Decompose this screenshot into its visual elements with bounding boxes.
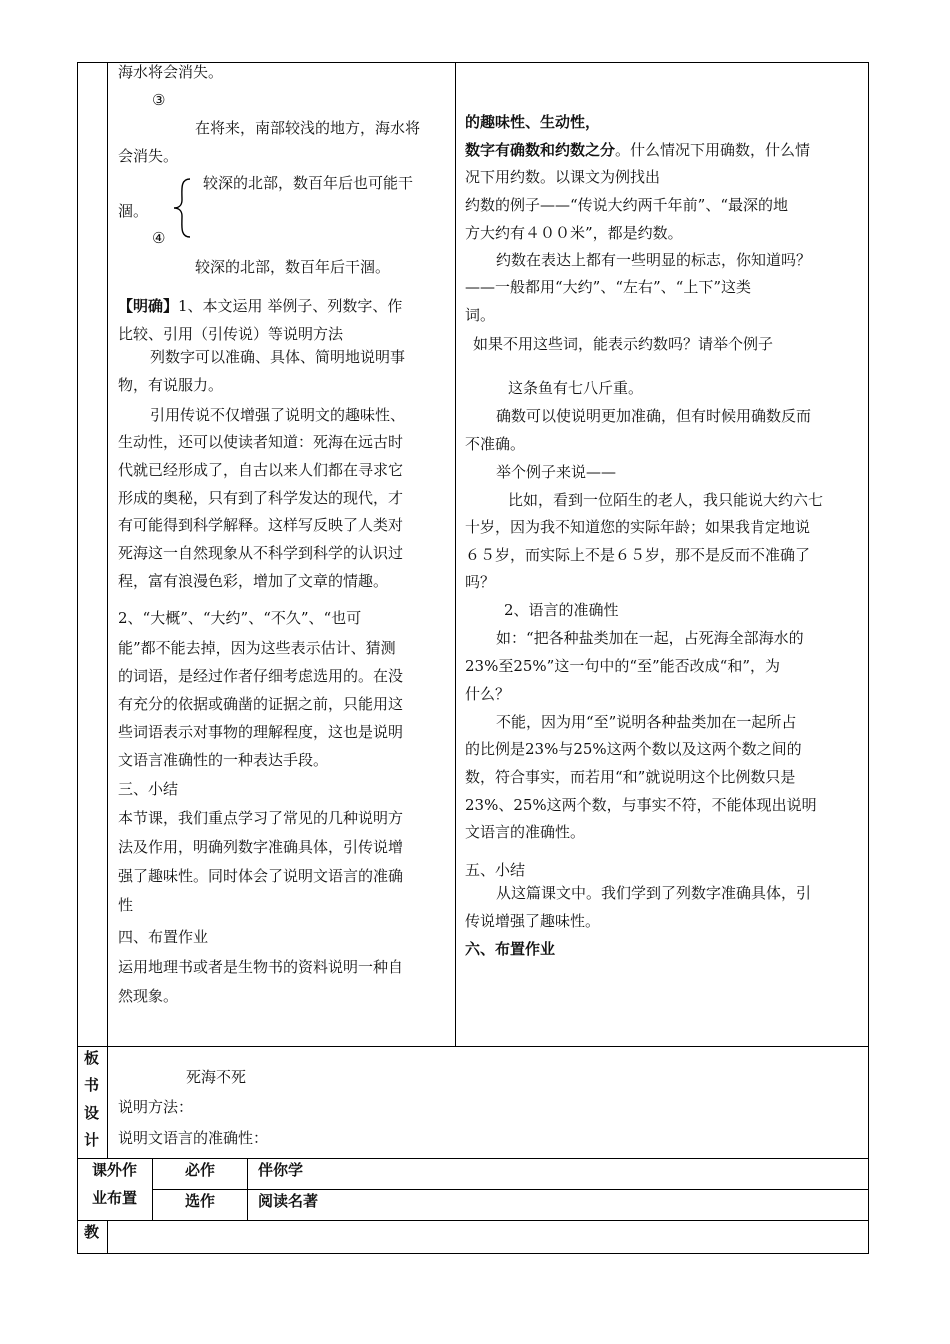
board-item-accuracy: 说明文语言的准确性： (118, 1129, 269, 1147)
left-line-33: 然现象。 (118, 987, 179, 1005)
board-design-top-rule (77, 1046, 869, 1047)
left-line-9 (118, 292, 402, 320)
left-line-13: 引用传说不仅增强了说明文的趣味性、 (150, 406, 406, 424)
homework-optional-value: 阅读名著 (258, 1192, 319, 1210)
left-line-1: 海水将会消失。 (118, 63, 224, 81)
label-column-divider-board (107, 1046, 108, 1158)
mingque-text: 1、本文运用 举例子、列数字、作 (178, 297, 403, 315)
label-column-divider-top (107, 62, 108, 1046)
right-line-20: 23%至25%”这一句中的“至”能否改成“和”，为 (465, 657, 781, 675)
left-line-11: 列数字可以准确、具体、简明地说明事 (150, 348, 406, 366)
table-border-left (77, 62, 78, 1254)
homework-optional-label: 选作 (185, 1192, 216, 1210)
left-line-4: 会消失。 (118, 147, 179, 165)
left-line-32: 运用地理书或者是生物书的资料说明一种自 (118, 958, 404, 976)
left-line-21: 能”都不能去掉，因为这些表示估计、猜测 (118, 639, 396, 657)
left-line-8: 较深的北部，数百年后干涸。 (195, 258, 391, 276)
left-line-28: 法及作用，明确列数字准确具体，引传说增 (118, 838, 404, 856)
right-line-17: 吗？ (465, 573, 496, 591)
left-heading-homework: 四、布置作业 (118, 928, 209, 946)
board-title: 死海不死 (186, 1068, 247, 1086)
right-line-23: 的比例是23%与25%这两个数以及这两个数之间的 (465, 740, 802, 758)
board-label-char-4: 计 (84, 1131, 100, 1149)
left-line-30: 性 (118, 896, 134, 914)
board-label-char-2: 书 (84, 1076, 100, 1094)
homework-required-label: 必作 (185, 1161, 216, 1179)
circled-number-4: ④ (152, 229, 166, 247)
left-line-10: 比较、引用（引传说）等说明方法 (118, 325, 344, 343)
right-line-16: ６５岁，而实际上不是６５岁，那不是反而不准确了 (465, 546, 811, 564)
right-line-3: 况下用约数。以课文为例找出 (465, 168, 661, 186)
right-bold-phrase: 数字有确数和约数之分 (465, 141, 616, 159)
board-label-char-3: 设 (84, 1104, 100, 1122)
left-line-25: 文语言准确性的一种表达手段。 (118, 751, 329, 769)
reflection-top-rule (77, 1220, 869, 1221)
right-line-2-rest: 。什么情况下用确数，什么情 (615, 141, 811, 159)
homework-label-line-2: 业布置 (92, 1189, 138, 1207)
right-line-8: 词。 (465, 306, 496, 324)
label-column-divider-reflection (107, 1220, 108, 1254)
right-line-18: 2、语言的准确性 (504, 601, 619, 619)
left-line-23: 有充分的依据或确凿的证据之前，只能用这 (118, 695, 404, 713)
right-line-5: 方大约有４００米”，都是约数。 (465, 224, 683, 242)
right-line-2 (465, 136, 810, 164)
right-line-21: 什么？ (465, 685, 511, 703)
left-line-27: 本节课，我们重点学习了常见的几种说明方 (118, 809, 404, 827)
right-line-19: 如：“把各种盐类加在一起，占死海全部海水的 (496, 629, 804, 647)
board-label-char-1: 板 (84, 1049, 100, 1067)
curly-brace-icon (172, 178, 194, 238)
right-line-10: 这条鱼有七八斤重。 (508, 379, 644, 397)
right-line-26: 文语言的准确性。 (465, 823, 586, 841)
right-line-22: 不能，因为用“至”说明各种盐类加在一起所占 (496, 713, 797, 731)
left-line-17: 有可能得到科学解释。这样写反映了人类对 (118, 516, 404, 534)
left-line-14: 生动性，还可以使读者知道：死海在远古时 (118, 433, 404, 451)
homework-label-line-1: 课外作 (92, 1161, 138, 1179)
board-item-methods: 说明方法： (118, 1098, 194, 1116)
table-border-bottom (77, 1253, 869, 1254)
left-line-12: 物，有说服力。 (118, 376, 224, 394)
right-line-29: 传说增强了趣味性。 (465, 912, 601, 930)
right-line-24: 数，符合事实，而若用“和”就说明这个比例数只是 (465, 768, 796, 786)
table-border-right (868, 62, 869, 1254)
reflection-label: 教 (84, 1223, 100, 1241)
left-line-15: 代就已经形成了，自古以来人们都在寻求它 (118, 461, 404, 479)
right-line-25: 23%、25%这两个数，与事实不符，不能体现出说明 (465, 796, 817, 814)
homework-required-value: 伴你学 (258, 1161, 304, 1179)
left-line-18: 死海这一自然现象从不科学到科学的认识过 (118, 544, 404, 562)
right-line-13: 举个例子来说—— (496, 463, 617, 481)
right-line-4: 约数的例子——“传说大约两千年前”、“最深的地 (465, 196, 789, 214)
left-line-22: 的词语，是经过作者仔细考虑选用的。在没 (118, 667, 404, 685)
left-line-3: 在将来，南部较浅的地方，海水将 (195, 119, 421, 137)
left-line-29: 强了趣味性。同时体会了说明文语言的准确 (118, 867, 404, 885)
right-line-11: 确数可以使说明更加准确，但有时候用确数反而 (496, 407, 812, 425)
left-line-20: 2、“大概”、“大约”、“不久”、“也可 (118, 609, 362, 627)
left-line-24: 些词语表示对事物的理解程度，这也是说明 (118, 723, 404, 741)
mingque-label: 【明确】 (118, 297, 179, 315)
right-line-1: 的趣味性、生动性， (465, 113, 601, 131)
right-heading-homework: 六、布置作业 (465, 940, 556, 958)
left-line-6: 涸。 (118, 202, 149, 220)
right-line-28: 从这篇课文中。我们学到了列数字准确具体，引 (496, 884, 812, 902)
left-line-16: 形成的奥秘，只有到了科学发达的现代，才 (118, 489, 404, 507)
circled-number-3: ③ (152, 91, 166, 109)
right-line-14: 比如，看到一位陌生的老人，我只能说大约六七 (508, 491, 824, 509)
content-column-divider (455, 62, 456, 1046)
right-line-15: 十岁，因为我不知道您的实际年龄；如果我肯定地说 (465, 518, 811, 536)
left-line-19: 程，富有浪漫色彩，增加了文章的情趣。 (118, 572, 389, 590)
right-line-6: 约数在表达上都有一些明显的标志，你知道吗？ (496, 251, 812, 269)
left-line-5: 较深的北部，数百年后也可能干 (203, 174, 414, 192)
right-line-9: 如果不用这些词，能表示约数吗？请举个例子 (473, 335, 774, 353)
left-heading-summary: 三、小结 (118, 780, 179, 798)
right-heading-summary: 五、小结 (465, 861, 526, 879)
right-line-7: ——一般都用“大约”、“左右”、“上下”这类 (465, 278, 752, 296)
right-line-12: 不准确。 (465, 435, 526, 453)
